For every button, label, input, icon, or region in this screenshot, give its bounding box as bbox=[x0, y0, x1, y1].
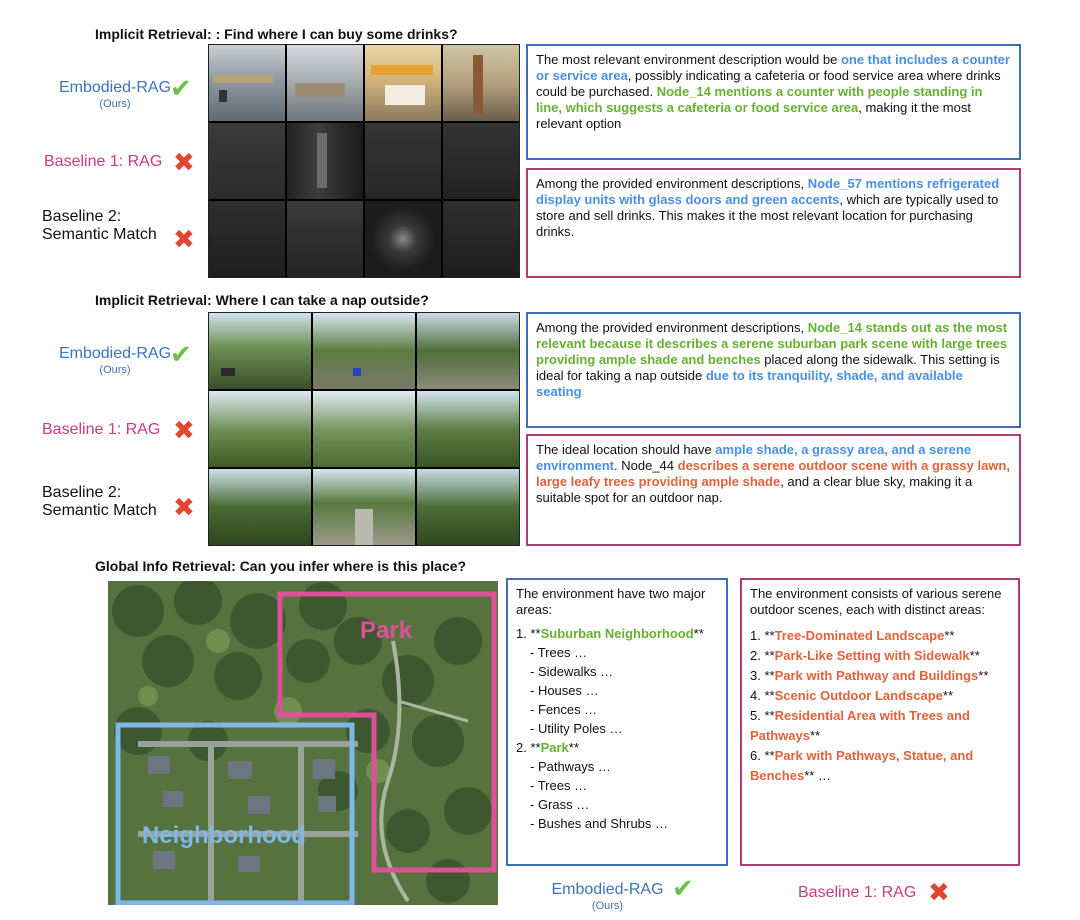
list-item: - Utility Poles … bbox=[530, 721, 623, 736]
list-item: - Sidewalks … bbox=[530, 664, 614, 679]
park-label: Park bbox=[360, 617, 413, 644]
item-marker: ** bbox=[760, 708, 775, 723]
item-marker: ** bbox=[760, 748, 775, 763]
item1-sublist bbox=[516, 643, 718, 738]
cross-icon: ✖ bbox=[173, 415, 195, 445]
answer-item bbox=[750, 646, 1010, 666]
item-marker: ** bbox=[760, 688, 775, 703]
item-label: Park-Like Setting with Sidewalk bbox=[774, 648, 970, 663]
s1-image-grid bbox=[208, 44, 520, 278]
answer-text: , which are typically used to store and sell drinks. This makes it the most relevant location for purchasing drinks. bbox=[536, 192, 999, 239]
park-image bbox=[417, 469, 519, 545]
answer-highlight: one that includes a counter or service area bbox=[536, 52, 1010, 83]
park-image bbox=[313, 391, 415, 467]
item-marker: ** bbox=[526, 626, 541, 641]
answer-highlight: ample shade, a grassy area, and a serene environment bbox=[536, 442, 972, 473]
corridor-image bbox=[365, 201, 441, 277]
item-marker: ** bbox=[760, 668, 775, 683]
s1-ours-answer bbox=[526, 44, 1021, 160]
item-marker: ** bbox=[942, 688, 954, 703]
answer-highlight: Node_14 mentions a counter with people standing in line, which suggests a cafeteria or food service area bbox=[536, 84, 983, 115]
answer-item bbox=[516, 738, 718, 757]
cafeteria-image bbox=[287, 45, 363, 121]
s2-image-grid bbox=[208, 312, 520, 546]
s2-rag-answer bbox=[526, 434, 1021, 546]
answer-text: , making it the most relevant option bbox=[536, 100, 971, 131]
item-marker: ** bbox=[693, 626, 704, 641]
item-number: 2. bbox=[750, 648, 761, 663]
park-image bbox=[209, 313, 311, 389]
item-label: Tree-Dominated Landscape bbox=[774, 628, 945, 643]
check-icon: ✔ bbox=[170, 73, 192, 103]
s1-method-semantic-line1: Baseline 2: bbox=[42, 208, 122, 225]
item-number: 4. bbox=[750, 688, 761, 703]
s2-method-semantic bbox=[42, 484, 157, 520]
s2-method-semantic-line1: Baseline 2: bbox=[42, 484, 122, 501]
item-marker: ** bbox=[978, 668, 989, 683]
answer-item bbox=[750, 686, 1010, 706]
global-rag-answer bbox=[740, 578, 1020, 866]
cross-icon: ✖ bbox=[173, 492, 195, 522]
item-marker: ** bbox=[760, 648, 775, 663]
item-label: Residential Area with Trees and Pathways bbox=[750, 708, 970, 743]
aerial-map bbox=[108, 581, 498, 905]
answer-item bbox=[750, 746, 1010, 786]
check-icon: ✔ bbox=[170, 339, 192, 369]
footer-rag: Baseline 1: RAG bbox=[798, 884, 917, 901]
corridor-image bbox=[443, 123, 519, 199]
list-item: - Pathways … bbox=[530, 759, 611, 774]
answer-highlight: Node_57 mentions refrigerated display units with glass doors and green accents bbox=[536, 176, 1000, 207]
answer-item bbox=[750, 706, 1010, 746]
item2-sublist bbox=[516, 757, 718, 833]
list-item: - Trees … bbox=[530, 645, 588, 660]
park-image bbox=[417, 313, 519, 389]
item-number: 1. bbox=[750, 628, 761, 643]
s1-method-ours-label: Embodied-RAG bbox=[58, 79, 172, 96]
answer-intro: The environment have two major areas: bbox=[516, 586, 706, 617]
park-image bbox=[209, 391, 311, 467]
item-number: 6. bbox=[750, 748, 761, 763]
s2-method-ours bbox=[40, 339, 192, 376]
item-marker: ** bbox=[969, 648, 980, 663]
item-label: Park with Pathway and Buildings bbox=[774, 668, 979, 683]
corridor-image bbox=[443, 201, 519, 277]
corridor-image bbox=[209, 123, 285, 199]
answer-text: placed along the sidewalk. This setting is ideal for taking a nap outside bbox=[536, 352, 1000, 383]
park-image bbox=[417, 391, 519, 467]
cross-icon: ✖ bbox=[173, 224, 195, 254]
list-item: - Grass … bbox=[530, 797, 590, 812]
item-marker: ** bbox=[568, 740, 579, 755]
section3-title: Global Info Retrieval: Can you infer where is this place? bbox=[95, 558, 467, 574]
list-item: - Fences … bbox=[530, 702, 598, 717]
answer-item bbox=[516, 624, 718, 643]
s1-method-rag: Baseline 1: RAG bbox=[44, 153, 163, 170]
neighborhood-label: Neighborhood bbox=[142, 822, 306, 849]
s1-method-ours bbox=[40, 73, 192, 110]
park-image bbox=[313, 313, 415, 389]
corridor-image bbox=[209, 201, 285, 277]
answer-intro: The environment consists of various serene outdoor scenes, each with distinct areas: bbox=[750, 586, 1002, 617]
answer-item bbox=[750, 666, 1010, 686]
park-image bbox=[313, 469, 415, 545]
answer-text: , and a clear blue sky, making it a suitable spot for an outdoor nap. bbox=[536, 474, 973, 505]
footer-ours bbox=[540, 880, 675, 912]
item-label: Scenic Outdoor Landscape bbox=[774, 688, 943, 703]
item-number: 2. bbox=[516, 740, 527, 755]
s2-method-ours-label: Embodied-RAG bbox=[58, 345, 172, 362]
s2-method-semantic-line2: Semantic Match bbox=[42, 502, 157, 519]
cafeteria-image bbox=[365, 45, 441, 121]
cafeteria-image bbox=[209, 45, 285, 121]
item-marker: ** bbox=[526, 740, 541, 755]
list-item: - Houses … bbox=[530, 683, 599, 698]
s1-method-semantic-line2: Semantic Match bbox=[42, 226, 157, 243]
footer-ours-sub: (Ours) bbox=[591, 900, 624, 912]
item-label: Park bbox=[540, 740, 569, 755]
answer-highlight: Node_14 stands out as the most relevant because it describes a serene suburban park scene with large trees providing ample shade and benches bbox=[536, 320, 1008, 367]
list-item: - Trees … bbox=[530, 778, 588, 793]
s2-ours-sub: (Ours) bbox=[99, 364, 131, 376]
answer-text: The most relevant environment description would be bbox=[536, 52, 841, 67]
item-number: 1. bbox=[516, 626, 527, 641]
item-label: Park with Pathways, Statue, and Benches bbox=[750, 748, 974, 783]
section2-title: Implicit Retrieval: Where I can take a nap outside? bbox=[95, 292, 429, 308]
item-marker: ** bbox=[944, 628, 955, 643]
corridor-image bbox=[365, 123, 441, 199]
aerial-map-svg bbox=[108, 581, 498, 905]
answer-item bbox=[750, 626, 1010, 646]
item-marker: ** bbox=[760, 628, 775, 643]
s2-ours-answer bbox=[526, 312, 1021, 428]
global-ours-answer bbox=[506, 578, 728, 866]
answer-text: , possibly indicating a cafeteria or food service area where drinks could be purchased. bbox=[536, 68, 1001, 99]
section1-title: Implicit Retrieval: : Find where I can buy some drinks? bbox=[95, 26, 458, 42]
answer-text: Among the provided environment descriptions, bbox=[536, 176, 808, 191]
corridor-image bbox=[287, 123, 363, 199]
cross-icon: ✖ bbox=[173, 147, 195, 177]
answer-text: The ideal location should have bbox=[536, 442, 716, 457]
check-icon: ✔ bbox=[672, 873, 694, 903]
corridor-image bbox=[287, 201, 363, 277]
item-marker: ** bbox=[809, 728, 821, 743]
answer-text: Among the provided environment descriptions, bbox=[536, 320, 808, 335]
item-number: 5. bbox=[750, 708, 761, 723]
park-image bbox=[209, 469, 311, 545]
item-label: Suburban Neighborhood bbox=[540, 626, 694, 641]
s1-rag-answer bbox=[526, 168, 1021, 278]
answer-highlight: describes a serene outdoor scene with a grassy lawn, large leafy trees providing ample shade bbox=[536, 458, 1010, 489]
cross-icon: ✖ bbox=[928, 877, 950, 907]
list-item: - Bushes and Shrubs … bbox=[530, 816, 669, 831]
cafeteria-image bbox=[443, 45, 519, 121]
item-number: 3. bbox=[750, 668, 761, 683]
item-marker: ** … bbox=[804, 768, 831, 783]
s2-method-rag: Baseline 1: RAG bbox=[42, 421, 161, 438]
s1-ours-sub: (Ours) bbox=[99, 98, 131, 110]
answer-text: . Node_44 bbox=[614, 458, 678, 473]
s1-method-semantic bbox=[42, 208, 157, 244]
footer-ours-label: Embodied-RAG bbox=[551, 881, 664, 898]
answer-highlight: due to its tranquility, shade, and available seating bbox=[536, 368, 963, 399]
